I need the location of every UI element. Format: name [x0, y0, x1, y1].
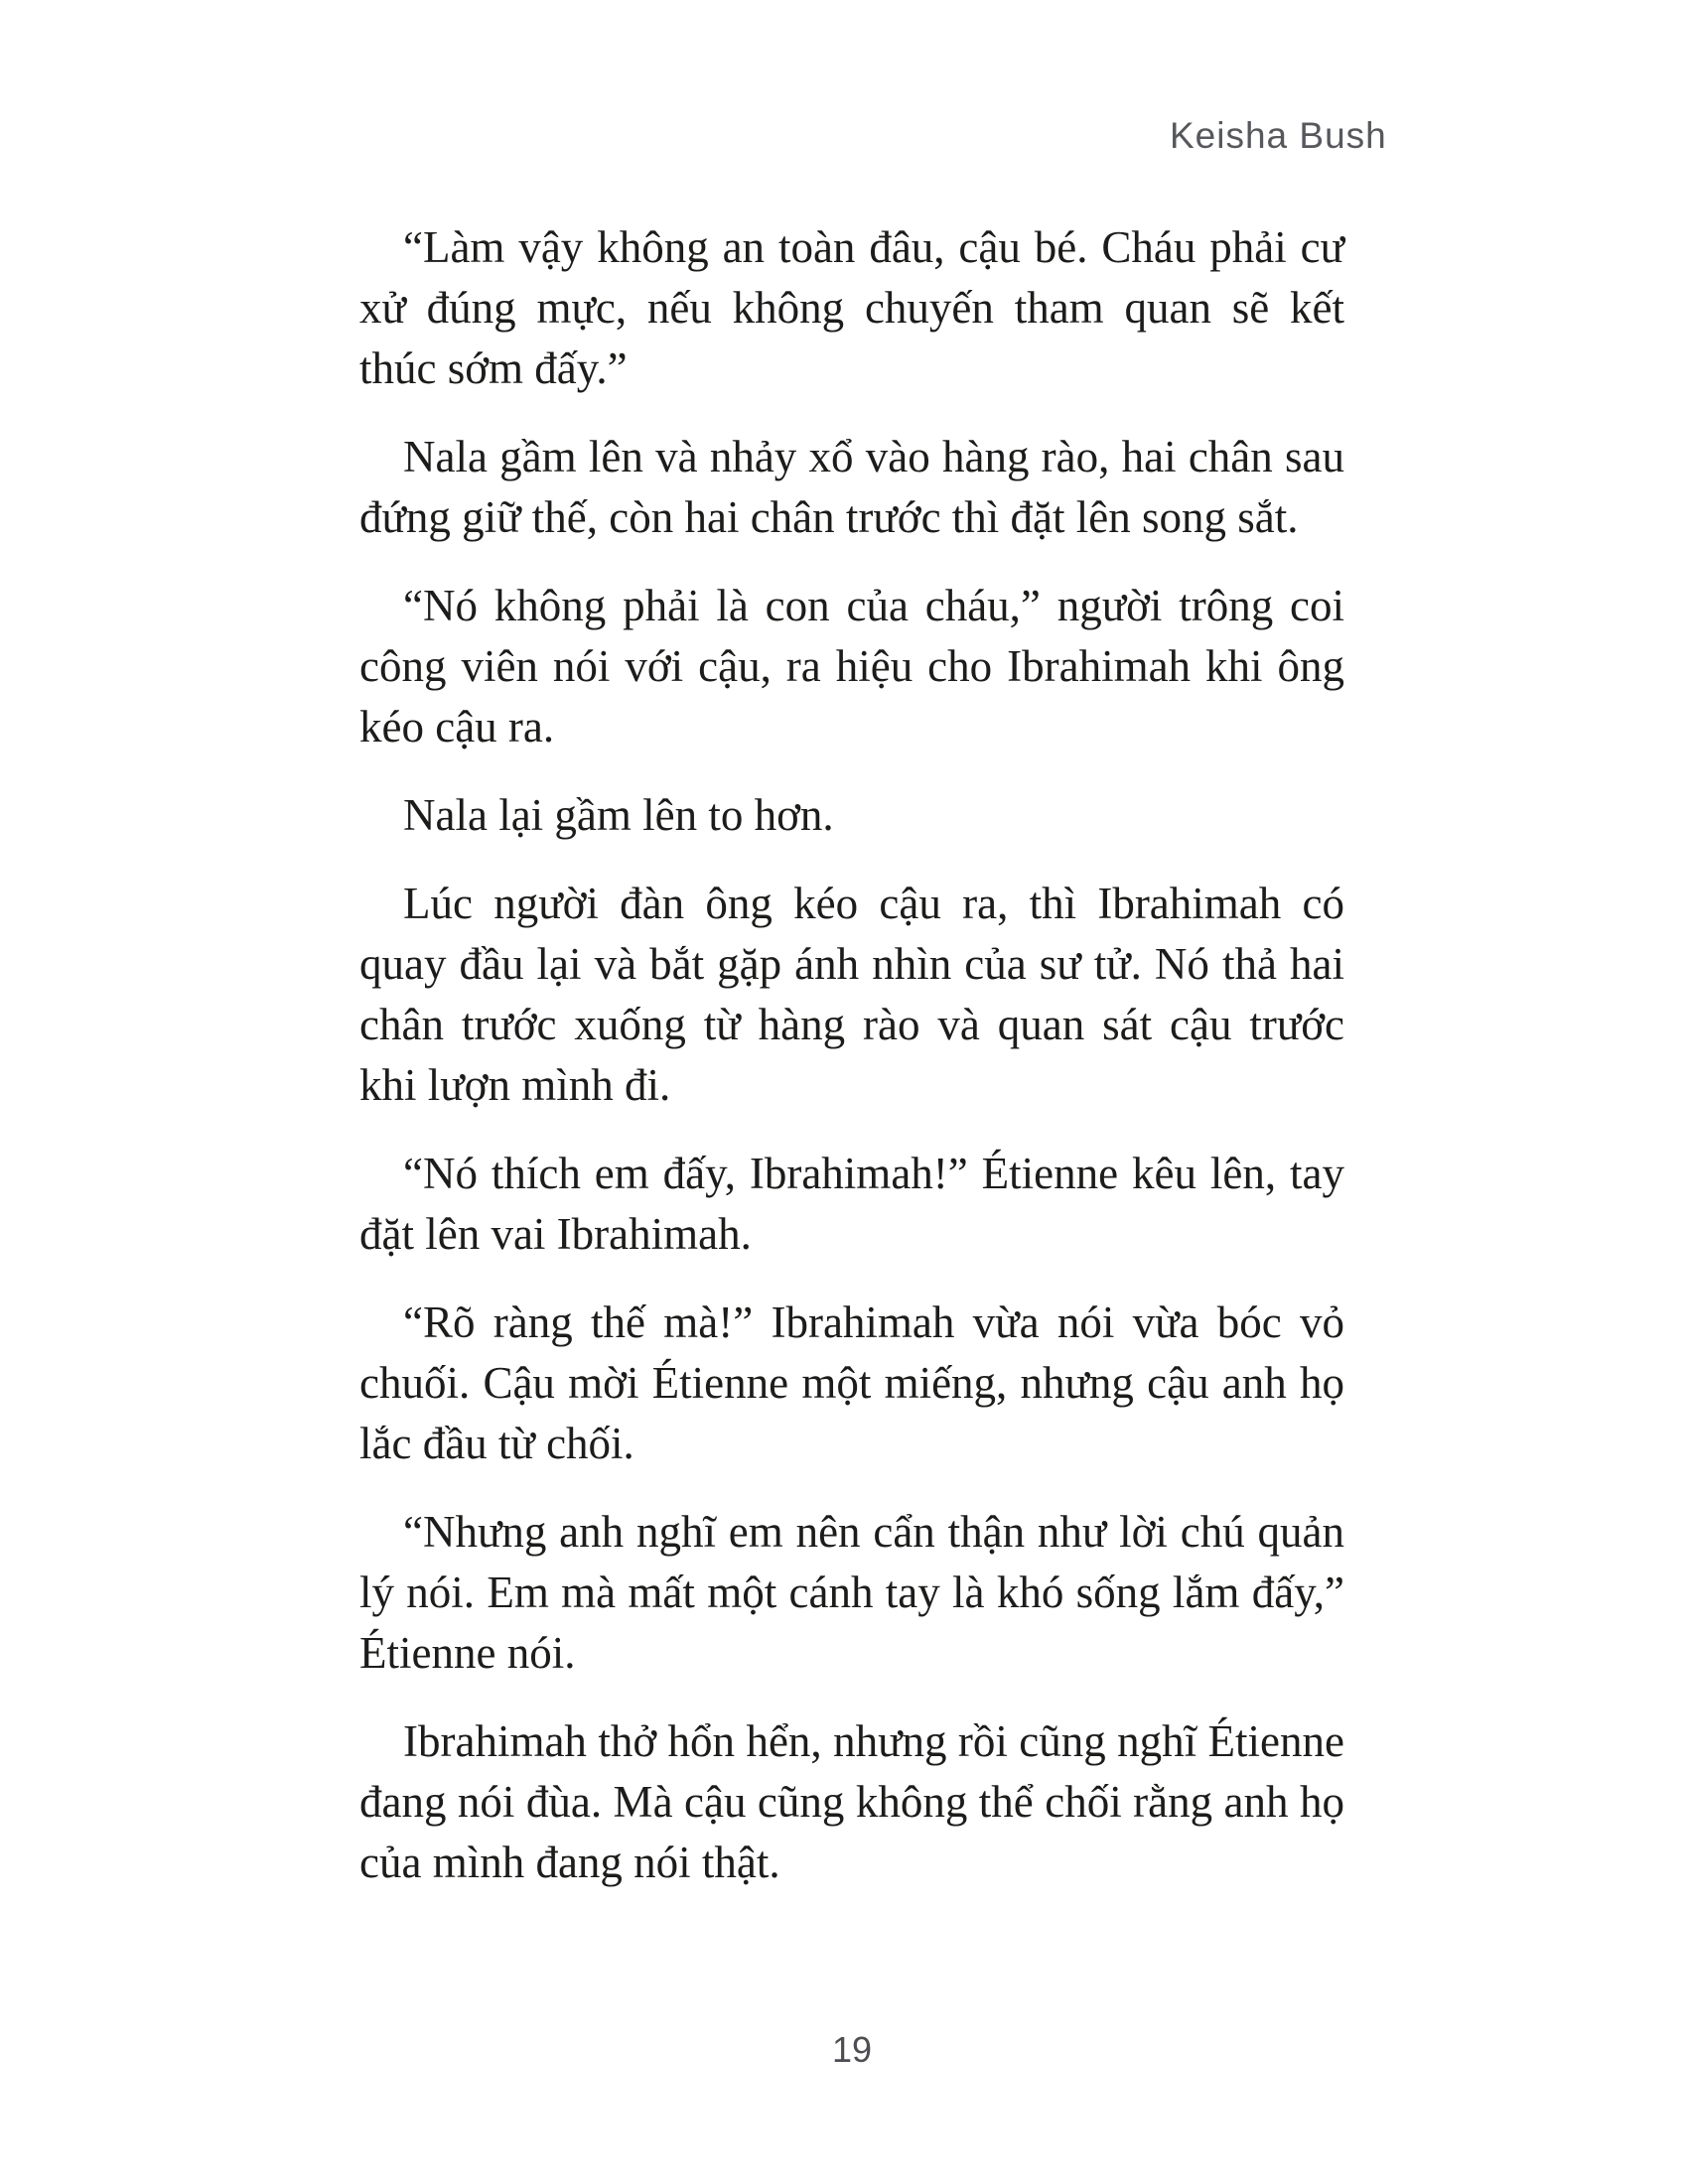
page-number: 19 — [831, 2029, 873, 2070]
paragraph: “Nó không phải là con của cháu,” người trông coi công viên nói với cậu, ra hiệu cho Ibrahimah khi ông kéo cậu ra. — [359, 581, 1344, 751]
paragraph: Nala gầm lên và nhảy xổ vào hàng rào, hai chân sau đứng giữ thế, còn hai chân trước thì đặt lên song sắt. — [359, 432, 1344, 542]
paragraph: “Làm vậy không an toàn đâu, cậu bé. Cháu phải cư xử đúng mực, nếu không chuyến tham quan sẽ kết thúc sớm đấy.” — [359, 222, 1344, 393]
paragraph: Lúc người đàn ông kéo cậu ra, thì Ibrahimah có quay đầu lại và bắt gặp ánh nhìn của sư tử. Nó thả hai chân trước xuống từ hàng rào và quan sát cậu trước khi lượn mình đi. — [359, 879, 1344, 1110]
paragraph: “Nhưng anh nghĩ em nên cẩn thận như lời chú quản lý nói. Em mà mất một cánh tay là khó sống lắm đấy,” Étienne nói. — [359, 1507, 1344, 1678]
paragraph: Nala lại gầm lên to hơn. — [403, 790, 834, 840]
paragraph: “Nó thích em đấy, Ibrahimah!” Étienne kêu lên, tay đặt lên vai Ibrahimah. — [359, 1149, 1344, 1259]
paragraph: Ibrahimah thở hổn hển, nhưng rồi cũng nghĩ Étienne đang nói đùa. Mà cậu cũng không thể chối rằng anh họ của mình đang nói thật. — [359, 1716, 1344, 1887]
running-header-author: Keisha Bush — [1170, 115, 1387, 156]
body-text — [359, 217, 1344, 1893]
paragraph: “Rõ ràng thế mà!” Ibrahimah vừa nói vừa bóc vỏ chuối. Cậu mời Étienne một miếng, nhưng cậu anh họ lắc đầu từ chối. — [359, 1297, 1344, 1468]
